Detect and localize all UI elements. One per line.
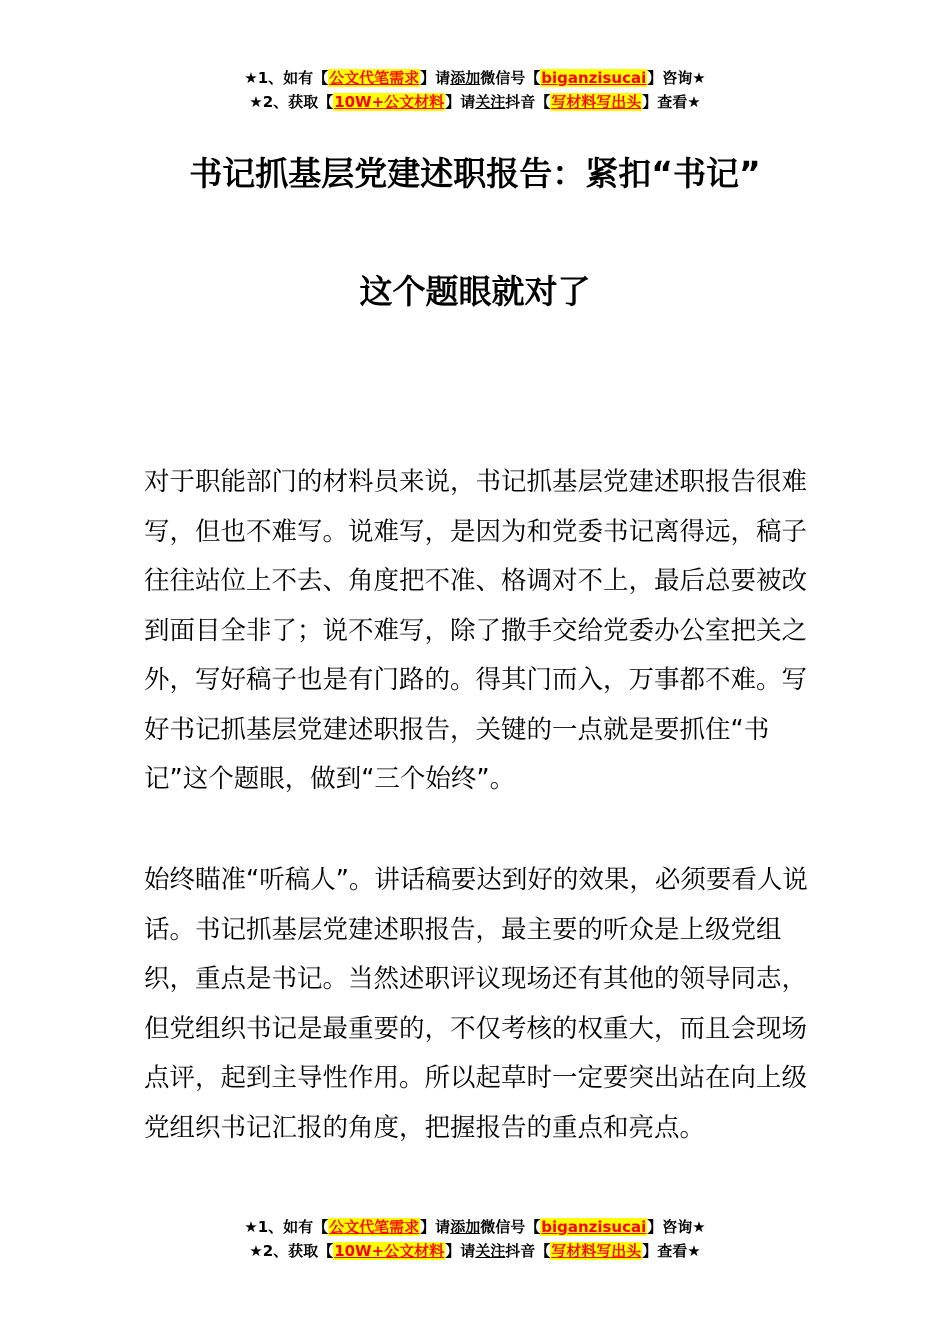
- banner-text: 微信号【: [480, 69, 541, 87]
- body-paragraph-2: 始终瞄准“听稿人”。讲话稿要达到好的效果，必须要看人说话。书记抓基层党建述职报告，最主要的听众是上级党组织，重点是书记。当然述职评议现场还有其他的领导同志，但党组织书记是最重要的，不仅考核的权重大，而且会现场点评，起到主导性作用。所以起草时一定要突出站在向上级党组织书记汇报的角度，把握报告的重点和亮点。: [144, 865, 808, 1143]
- banner-text: 】请: [420, 1218, 451, 1236]
- banner-line-2: [0, 90, 950, 114]
- banner-highlight: 公文代笔需求: [329, 1218, 420, 1236]
- banner-line-2: [0, 1239, 950, 1263]
- banner-text: 】查看★: [642, 93, 701, 111]
- footer-banner: [0, 1215, 950, 1263]
- banner-text: 微信号【: [480, 1218, 541, 1236]
- banner-wechat-id: biganzisucai: [541, 69, 647, 87]
- banner-text: ★1、如有【: [244, 1218, 329, 1236]
- document-title-line-2: 这个题眼就对了: [359, 272, 591, 311]
- banner-text: 】咨询★: [647, 1218, 706, 1236]
- banner-underlined-text: 关注: [475, 1242, 506, 1260]
- banner-text: ★2、获取【: [249, 93, 334, 111]
- banner-highlight: 公文代笔需求: [329, 69, 420, 87]
- banner-line-1: [0, 1215, 950, 1239]
- banner-douyin-account: 写材料写出头: [551, 93, 642, 111]
- body-paragraph-1: 对于职能部门的材料员来说，书记抓基层党建述职报告很难写，但也不难写。说难写，是因为和党委书记离得远，稿子往往站位上不去、角度把不准、格调对不上，最后总要被改到面目全非了；说不难写，除了撒手交给党委办公室把关之外，写好稿子也是有门路的。得其门而入，万事都不难。写好书记抓基层党建述职报告，关键的一点就是要抓住“书记”这个题眼，做到“三个始终”。: [144, 467, 808, 794]
- banner-text: 】查看★: [642, 1242, 701, 1260]
- banner-text: ★1、如有【: [244, 69, 329, 87]
- banner-wechat-id: biganzisucai: [541, 1218, 647, 1236]
- banner-douyin-account: 写材料写出头: [551, 1242, 642, 1260]
- banner-underlined-text: 添加: [450, 69, 481, 87]
- banner-text: 】请: [420, 69, 451, 87]
- banner-text: 】请: [445, 1242, 476, 1260]
- banner-line-1: [0, 66, 950, 90]
- banner-text: 抖音【: [505, 93, 551, 111]
- document-title-line-1: 书记抓基层党建述职报告：紧扣“书记”: [189, 154, 761, 193]
- banner-highlight: 10W+公文材料: [334, 1242, 445, 1260]
- banner-text: 抖音【: [505, 1242, 551, 1260]
- banner-text: 】咨询★: [647, 69, 706, 87]
- header-banner: [0, 66, 950, 114]
- banner-underlined-text: 添加: [450, 1218, 481, 1236]
- banner-text: ★2、获取【: [249, 1242, 334, 1260]
- banner-text: 】请: [445, 93, 476, 111]
- banner-highlight: 10W+公文材料: [334, 93, 445, 111]
- banner-underlined-text: 关注: [475, 93, 506, 111]
